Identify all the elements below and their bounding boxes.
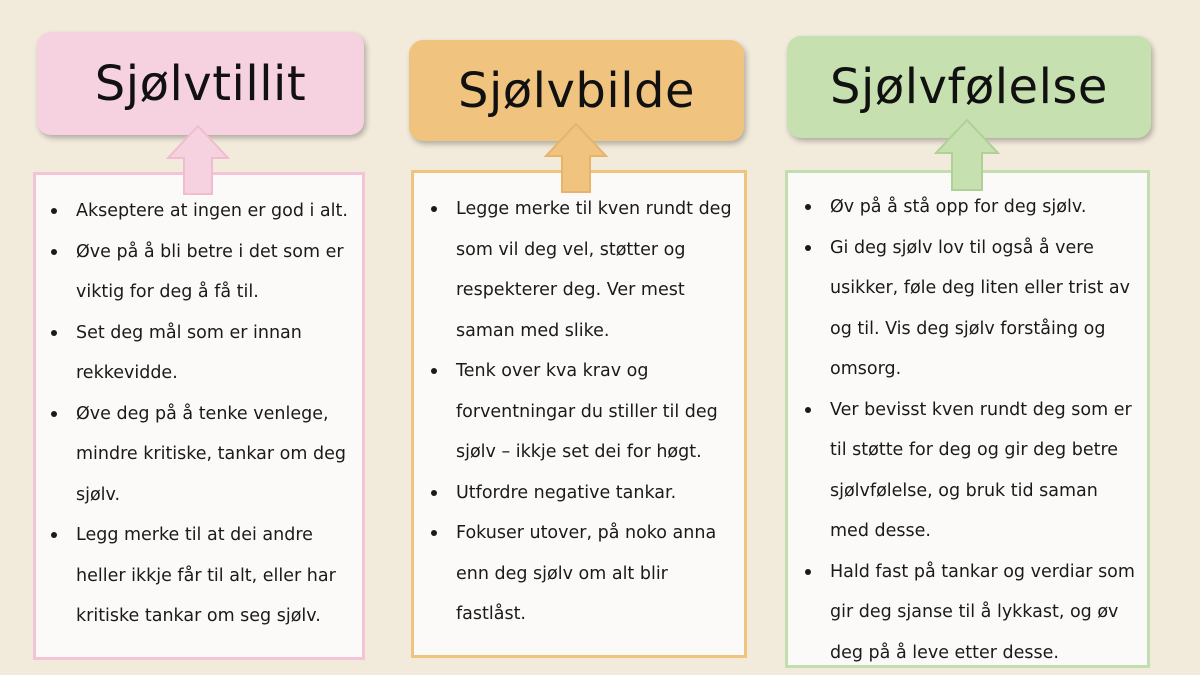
title-sjolvtillit: Sjølvtillit: [94, 55, 307, 112]
list-item: Øv på å stå opp for deg sjølv.: [796, 187, 1139, 228]
list-item: Tenk over kva krav og forventningar du stiller til deg sjølv – ikkje set dei for høgt.: [422, 351, 732, 473]
bullet-icon: [805, 569, 811, 575]
bullet-icon: [805, 245, 811, 251]
arrow-up-icon: [166, 124, 230, 196]
list-item: Hald fast på tankar og verdiar som gir deg sjanse til å lykkast, og øv deg på å leve etter desse.: [796, 552, 1139, 674]
bullet-icon: [51, 249, 57, 255]
list-item: Utfordre negative tankar.: [422, 473, 732, 514]
bullet-icon: [431, 368, 437, 374]
arrow-up-icon: [544, 122, 608, 194]
list-item: Gi deg sjølv lov til også å vere usikker, føle deg liten eller trist av og til. Vis deg sjølv forståing og omsorg.: [796, 228, 1139, 390]
title-sjolvbilde: Sjølvbilde: [457, 62, 696, 119]
content-box-sjolvtillit: [33, 172, 365, 660]
bullet-icon: [431, 530, 437, 536]
list-item: Legge merke til kven rundt deg som vil deg vel, støtter og respekterer deg. Ver mest saman med slike.: [422, 189, 732, 351]
title-sjolvfolelse: Sjølvfølelse: [830, 59, 1108, 115]
list-item: Set deg mål som er innan rekkevidde.: [42, 313, 352, 394]
bullet-icon: [431, 206, 437, 212]
list-item: Øve deg på å tenke venlege, mindre kritiske, tankar om deg sjølv.: [42, 394, 352, 516]
bullet-icon: [51, 208, 57, 214]
list-item: Ver bevisst kven rundt deg som er til støtte for deg og gir deg betre sjølvfølelse, og bruk tid saman med desse.: [796, 390, 1139, 552]
content-box-sjolvbilde: [411, 170, 747, 658]
bullet-icon: [51, 330, 57, 336]
bullet-icon: [51, 532, 57, 538]
list-item: Akseptere at ingen er god i alt.: [42, 191, 352, 232]
bullet-list-sjolvtillit: [42, 191, 352, 637]
list-item: Legg merke til at dei andre heller ikkje får til alt, eller har kritiske tankar om seg sjølv.: [42, 515, 352, 637]
list-item: Øve på å bli betre i det som er viktig for deg å få til.: [42, 232, 352, 313]
content-box-sjolvfolelse: [785, 170, 1150, 668]
bullet-icon: [431, 490, 437, 496]
arrow-up-icon: [934, 118, 1000, 192]
bullet-list-sjolvbilde: [422, 189, 732, 635]
bullet-icon: [51, 411, 57, 417]
bullet-icon: [805, 204, 811, 210]
title-box-sjolvtillit: [37, 32, 364, 135]
bullet-icon: [805, 407, 811, 413]
list-item: Fokuser utover, på noko anna enn deg sjølv om alt blir fastlåst.: [422, 513, 732, 635]
bullet-list-sjolvfolelse: [796, 187, 1139, 673]
